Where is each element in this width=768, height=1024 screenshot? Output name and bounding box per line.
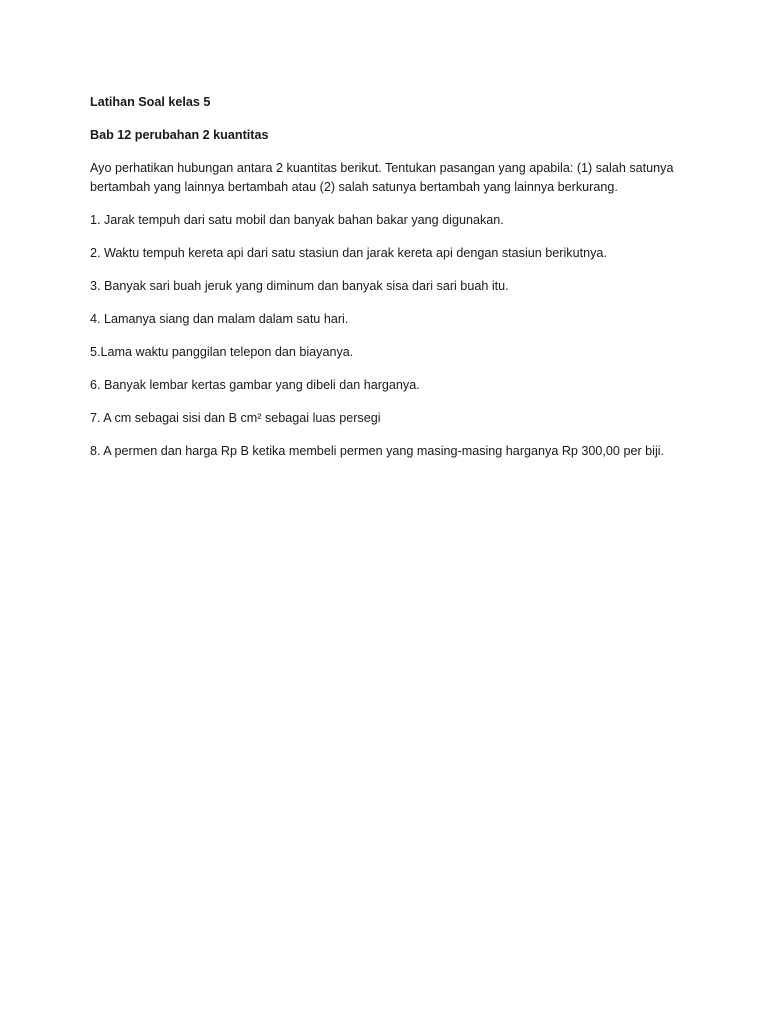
document-content <box>90 93 710 475</box>
question-item-5: 5.Lama waktu panggilan telepon dan biayanya. <box>90 345 354 359</box>
intro-line-1: Ayo perhatikan hubungan antara 2 kuantitas berikut. Tentukan pasangan yang apabila: (1) salah satunya <box>90 161 674 175</box>
question-item-7: 7. A cm sebagai sisi dan B cm² sebagai luas persegi <box>90 411 381 425</box>
intro-paragraph <box>90 159 710 197</box>
question-item-8: 8. A permen dan harga Rp B ketika membeli permen yang masing-masing harganya Rp 300,00 per biji. <box>90 444 665 458</box>
question-item-4: 4. Lamanya siang dan malam dalam satu hari. <box>90 312 349 326</box>
question-item-6: 6. Banyak lembar kertas gambar yang dibeli dan harganya. <box>90 378 420 392</box>
question-item-2: 2. Waktu tempuh kereta api dari satu stasiun dan jarak kereta api dengan stasiun berikutnya. <box>90 246 607 260</box>
chapter-heading: Bab 12 perubahan 2 kuantitas <box>90 128 269 142</box>
question-item-3: 3. Banyak sari buah jeruk yang diminum dan banyak sisa dari sari buah itu. <box>90 279 509 293</box>
intro-line-2: bertambah yang lainnya bertambah atau (2) salah satunya bertambah yang lainnya berkurang. <box>90 180 618 194</box>
question-item-1: 1. Jarak tempuh dari satu mobil dan banyak bahan bakar yang digunakan. <box>90 213 504 227</box>
document-title: Latihan Soal kelas 5 <box>90 95 211 109</box>
